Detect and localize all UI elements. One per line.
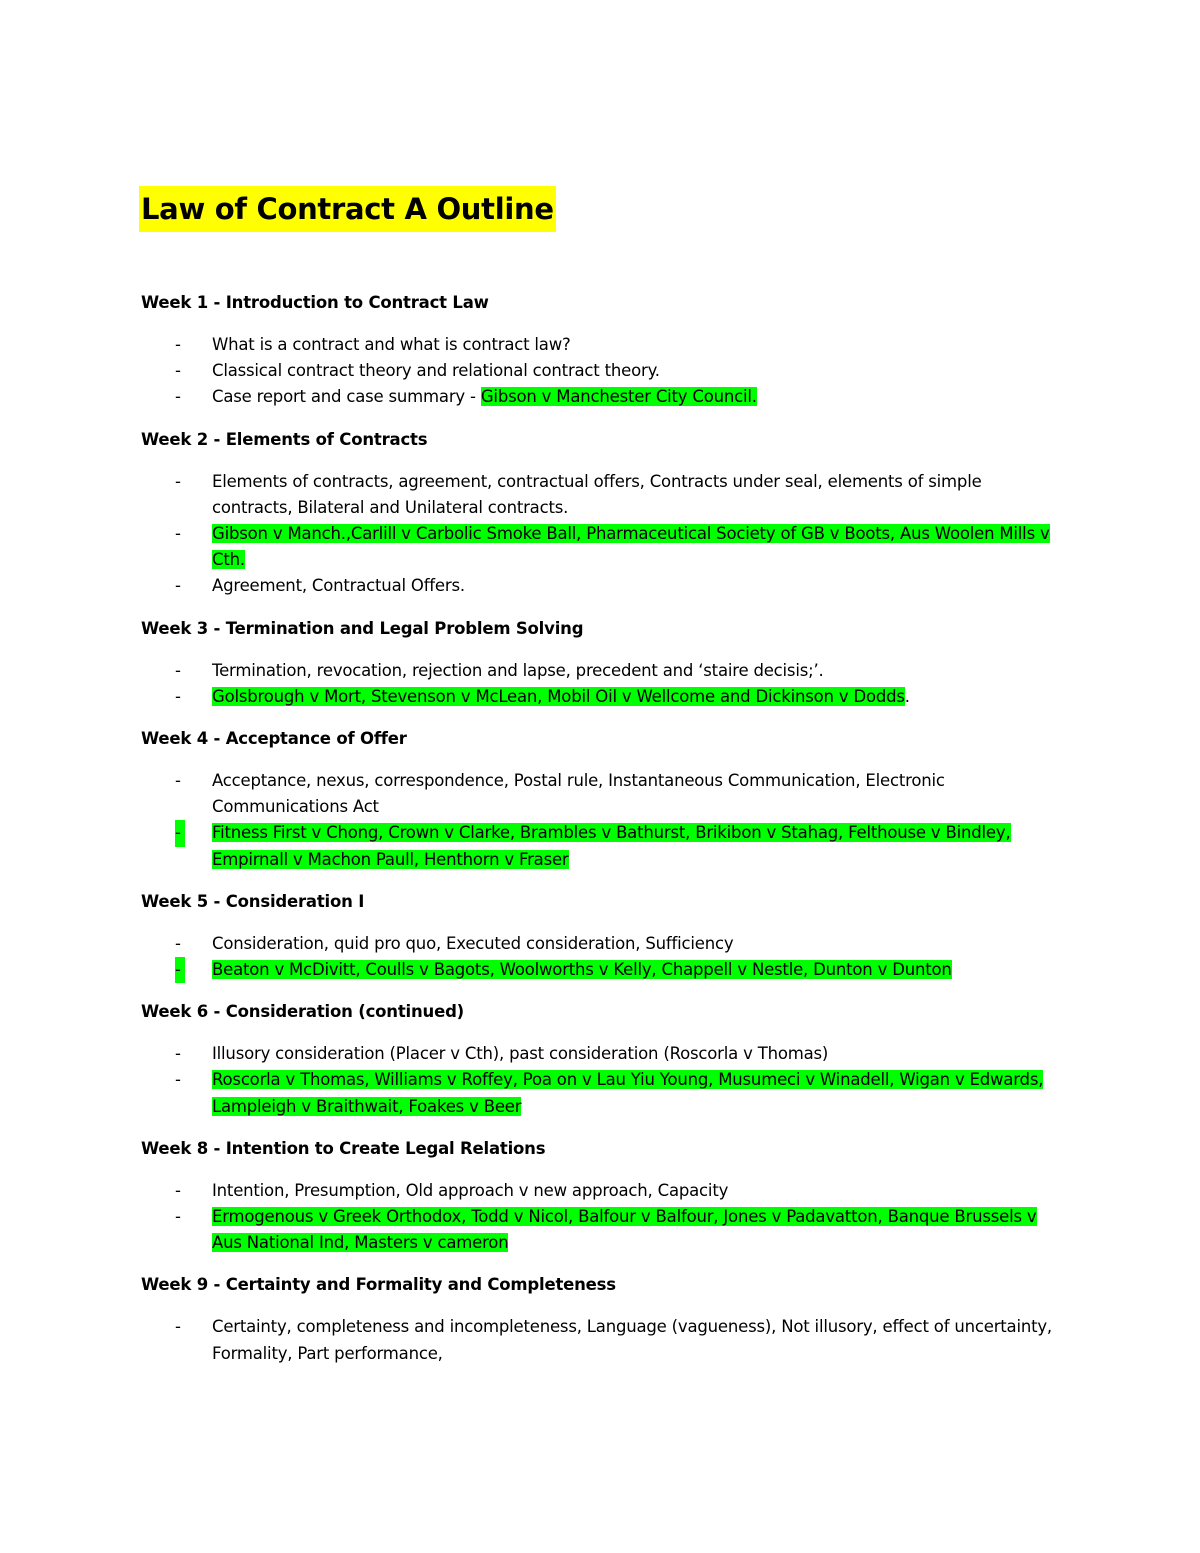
bullet-dash: - — [175, 1317, 181, 1337]
bullet-dash: - — [175, 933, 181, 953]
bullet-dash: - — [175, 1207, 181, 1227]
case-list-highlight: Golsbrough v Mort, Stevenson v McLean, Mobil Oil v Wellcome and Dickinson v Dodds — [212, 686, 905, 706]
item-text: Consideration, quid pro quo, Executed consideration, Sufficiency — [212, 933, 734, 953]
list-item — [141, 1178, 1061, 1204]
week-heading: Week 1 - Introduction to Contract Law — [141, 293, 489, 312]
bullet-dash: - — [175, 1180, 181, 1200]
list-item — [141, 358, 1061, 384]
week-item-list — [141, 1314, 1061, 1366]
bullet-dash: - — [175, 957, 185, 983]
list-item — [141, 684, 1061, 710]
case-list-highlight: Gibson v Manchester City Council. — [480, 387, 757, 407]
list-item — [141, 469, 1061, 521]
item-text: Classical contract theory and relational contract theory. — [212, 361, 660, 381]
list-item — [141, 384, 1061, 410]
week-item-list — [141, 768, 1061, 873]
bullet-dash: - — [175, 771, 181, 791]
week-heading: Week 6 - Consideration (continued) — [141, 1002, 465, 1022]
week-item-list — [141, 931, 1061, 983]
case-list-highlight: Roscorla v Thomas, Williams v Roffey, Poa on v Lau Yiu Young, Musumeci v Winadell, Wigan v Edwards, Lampleigh v Braithwait, Foakes v Beer — [212, 1070, 1044, 1116]
list-item — [141, 1314, 1061, 1366]
item-text: Termination, revocation, rejection and lapse, precedent and ‘staire decisis;’. — [212, 660, 824, 680]
week-heading: Week 2 - Elements of Contracts — [141, 429, 428, 449]
item-text: Case report and case summary - — [212, 387, 481, 407]
item-text: Acceptance, nexus, correspondence, Postal rule, Instantaneous Communication, Electronic Communications Act — [212, 771, 945, 817]
item-text: Illusory consideration (Placer v Cth), past consideration (Roscorla v Thomas) — [212, 1044, 829, 1064]
item-text: Certainty, completeness and incompleteness, Language (vagueness), Not illusory, effect of uncertainty, Formality, Part performance, — [212, 1317, 1052, 1363]
bullet-dash: - — [175, 1070, 181, 1090]
document-title: Law of Contract A Outline — [139, 186, 556, 232]
bullet-dash: - — [175, 524, 181, 544]
list-item — [141, 820, 1061, 872]
item-text: Elements of contracts, agreement, contractual offers, Contracts under seal, elements of simple contracts, Bilateral and Unilateral contracts. — [212, 471, 982, 517]
list-item — [141, 1067, 1061, 1119]
bullet-dash: - — [175, 686, 181, 706]
list-item — [141, 658, 1061, 684]
case-list-highlight: Ermogenous v Greek Orthodox, Todd v Nicol, Balfour v Balfour, Jones v Padavatton, Banque Brussels v Aus National Ind, Masters v cameron — [212, 1207, 1037, 1253]
list-item — [141, 1041, 1061, 1067]
list-item — [141, 768, 1061, 820]
item-text: Agreement, Contractual Offers. — [212, 576, 465, 596]
bullet-dash: - — [175, 660, 181, 680]
bullet-dash: - — [175, 576, 181, 596]
week-item-list — [141, 332, 1061, 411]
case-list-highlight: Beaton v McDivitt, Coulls v Bagots, Woolworths v Kelly, Chappell v Nestle, Dunton v Dunton — [212, 960, 952, 980]
document-page — [141, 186, 1061, 1367]
week-item-list — [141, 1041, 1061, 1120]
bullet-dash: - — [175, 820, 185, 846]
list-item — [141, 573, 1061, 599]
week-heading: Week 5 - Consideration I — [141, 891, 365, 911]
week-heading: Week 3 - Termination and Legal Problem Solving — [141, 618, 584, 638]
item-suffix: . — [904, 686, 910, 706]
week-heading: Week 9 - Certainty and Formality and Completeness — [141, 1275, 616, 1295]
case-list-highlight: Gibson v Manch.,Carlill v Carbolic Smoke Ball, Pharmaceutical Society of GB v Boots, Aus Woolen Mills v Cth. — [212, 524, 1050, 570]
week-item-list — [141, 1178, 1061, 1257]
item-text: What is a contract and what is contract law? — [212, 335, 571, 354]
list-item — [141, 957, 1061, 983]
bullet-dash: - — [175, 1044, 181, 1064]
item-text: Intention, Presumption, Old approach v new approach, Capacity — [212, 1180, 729, 1200]
bullet-dash: - — [175, 387, 181, 407]
outline-body — [141, 290, 1061, 1367]
case-list-highlight: Fitness First v Chong, Crown v Clarke, Brambles v Bathurst, Brikibon v Stahag, Felthouse v Bindley, Empirnall v Machon Paull, Henthorn v Fraser — [212, 823, 1011, 869]
week-heading: Week 4 - Acceptance of Offer — [141, 729, 407, 749]
bullet-dash: - — [175, 335, 181, 354]
bullet-dash: - — [175, 361, 181, 381]
list-item — [141, 1204, 1061, 1256]
week-item-list — [141, 469, 1061, 600]
list-item — [141, 931, 1061, 957]
list-item — [141, 521, 1061, 573]
bullet-dash: - — [175, 471, 181, 491]
week-item-list — [141, 658, 1061, 710]
list-item — [141, 332, 1061, 358]
week-heading: Week 8 - Intention to Create Legal Relations — [141, 1138, 546, 1158]
